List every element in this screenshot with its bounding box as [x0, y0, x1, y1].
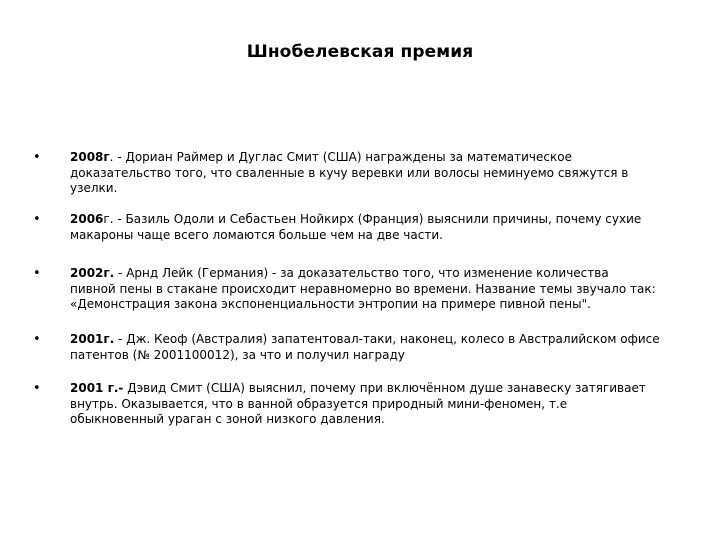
item-text: [70, 381, 690, 428]
slide-title: Шнобелевская премия: [246, 42, 474, 62]
item-text: [70, 212, 690, 243]
award-year: 2006: [70, 212, 104, 226]
bullet-icon: •: [33, 150, 41, 165]
item-line: - Дж. Кеоф (Австралия) запатентовал-таки, наконец, колесо в Австралийском офисе: [114, 332, 660, 346]
item-line: узелки.: [70, 181, 118, 195]
item-line: Дэвид Смит (США) выяснил, почему при включённом душе занавеску затягивает: [123, 381, 646, 395]
item-line: . - Дориан Раймер и Дуглас Смит (США) награждены за математическое: [109, 150, 572, 164]
award-year: 2002г.: [70, 266, 115, 280]
item-line: обыкновенный ураган с зоной низкого давления.: [70, 412, 385, 426]
bullet-icon: •: [33, 381, 41, 396]
award-year: 2001г.: [70, 332, 115, 346]
item-line: г. - Базиль Одоли и Себастьен Нойкирх (Франция) выяснили причины, почему сухие: [103, 212, 642, 226]
bullet-icon: •: [33, 266, 41, 281]
award-year: 2001 г.-: [70, 381, 124, 395]
item-line: - Арнд Лейк (Германия) - за доказательство того, что изменение количества: [114, 266, 609, 280]
item-line: макароны чаще всего ломаются больше чем на две части.: [70, 227, 443, 242]
item-line: внутрь. Оказывается, что в ванной образуется природный мини-феномен, т.е: [70, 396, 568, 411]
item-line: «Демонстрация закона экспоненциальности энтропии на примере пивной пены".: [70, 297, 591, 311]
item-line: пивной пены в стакане происходит неравномерно во времени. Название темы звучало так:: [70, 281, 656, 296]
award-year: 2008г: [70, 150, 110, 164]
item-line: патентов (№ 2001100012), за что и получил награду: [70, 347, 405, 362]
bullet-icon: •: [33, 212, 41, 227]
item-text: [70, 150, 690, 197]
item-text: [70, 332, 690, 363]
item-line: доказательство того, что сваленные в кучу веревки или волосы неминуемо свяжутся в: [70, 165, 629, 180]
item-text: [70, 266, 690, 313]
bullet-icon: •: [33, 332, 41, 347]
